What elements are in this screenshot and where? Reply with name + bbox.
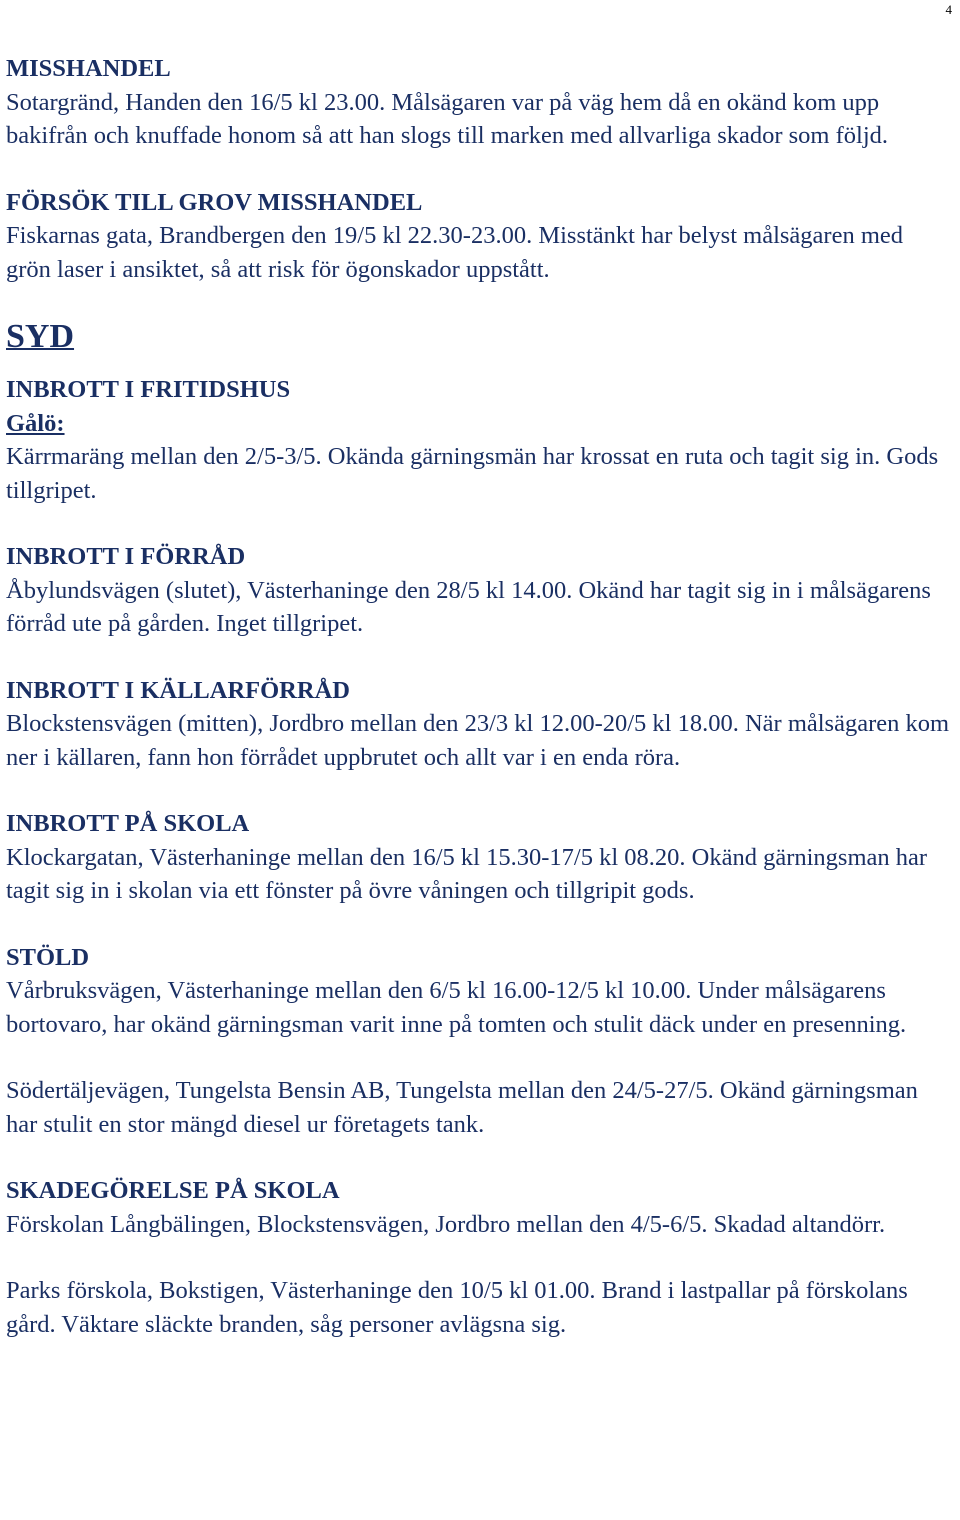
section-inbrott-forrad [6,540,952,641]
section-text: Förskolan Långbälingen, Blockstensvägen, Jordbro mellan den 4/5-6/5. Skadad altandörr. [6,1210,886,1238]
region-heading: SYD [6,318,75,355]
section-heading: INBROTT I FÖRRÅD [6,543,246,570]
section-heading: SKADEGÖRELSE PÅ SKOLA [6,1177,340,1204]
section-text: Blockstensvägen (mitten), Jordbro mellan den 23/3 kl 12.00-20/5 kl 18.00. När målsägaren kom ner i källaren, fann hon förrådet uppbrutet och allt var i en enda röra. [6,710,950,771]
section-forsok-grov-misshandel [6,186,952,287]
section-inbrott-skola [6,807,952,908]
section-text: Vårbruksvägen, Västerhaninge mellan den 6/5 kl 16.00-12/5 kl 10.00. Under målsägarens bortovaro, har okänd gärningsman varit inne på tomten och stulit däck under en presenning. [6,977,907,1038]
section-heading: FÖRSÖK TILL GROV MISSHANDEL [6,188,423,216]
section-text: Klockargatan, Västerhaninge mellan den 16/5 kl 15.30-17/5 kl 08.20. Okänd gärningsman har tagit sig in i skolan via ett fönster på övre våningen och tillgripit gods. [6,843,928,904]
section-text: Fiskarnas gata, Brandbergen den 19/5 kl 22.30-23.00. Misstänkt har belyst målsägaren med grön laser i ansiktet, så att risk för ögonskador uppstått. [6,222,904,283]
section-heading: INBROTT PÅ SKOLA [6,810,250,837]
section-heading: INBROTT I FRITIDSHUS [6,376,291,403]
section-text: Sotargränd, Handen den 16/5 kl 23.00. Målsägaren var på väg hem då en okänd kom upp bakifrån och knuffade honom så att han slogs till marken med allvarliga skador som följd. [6,88,889,149]
section-brand-forskola [6,1274,952,1341]
section-text: Åbylundsvägen (slutet), Västerhaninge den 28/5 kl 14.00. Okänd har tagit sig in i målsägarens förråd ute på gården. Inget tillgripet. [6,576,931,637]
section-heading: MISSHANDEL [6,55,171,82]
section-misshandel [6,52,952,153]
section-inbrott-fritidshus [6,373,952,507]
section-skadegorelse-skola [6,1174,952,1241]
section-text: Södertäljevägen, Tungelsta Bensin AB, Tungelsta mellan den 24/5-27/5. Okänd gärningsman har stulit en stor mängd diesel ur företagets tank. [6,1077,918,1138]
section-text: Parks förskola, Bokstigen, Västerhaninge den 10/5 kl 01.00. Brand i lastpallar på förskolans gård. Väktare släckte branden, såg personer avlägsna sig. [6,1277,908,1338]
document-body [6,52,952,1374]
section-heading: INBROTT I KÄLLARFÖRRÅD [6,676,350,704]
section-stold-tungelsta [6,1074,952,1141]
section-text: Kärrmaräng mellan den 2/5-3/5. Okända gärningsmän har krossat en ruta och tagit sig in. Gods tillgripet. [6,443,939,504]
section-inbrott-kallarforrad [6,674,952,775]
page-number: 4 [945,2,952,17]
section-heading: STÖLD [6,943,90,971]
location-label: Gålö: [6,409,65,437]
section-stold [6,941,952,1042]
